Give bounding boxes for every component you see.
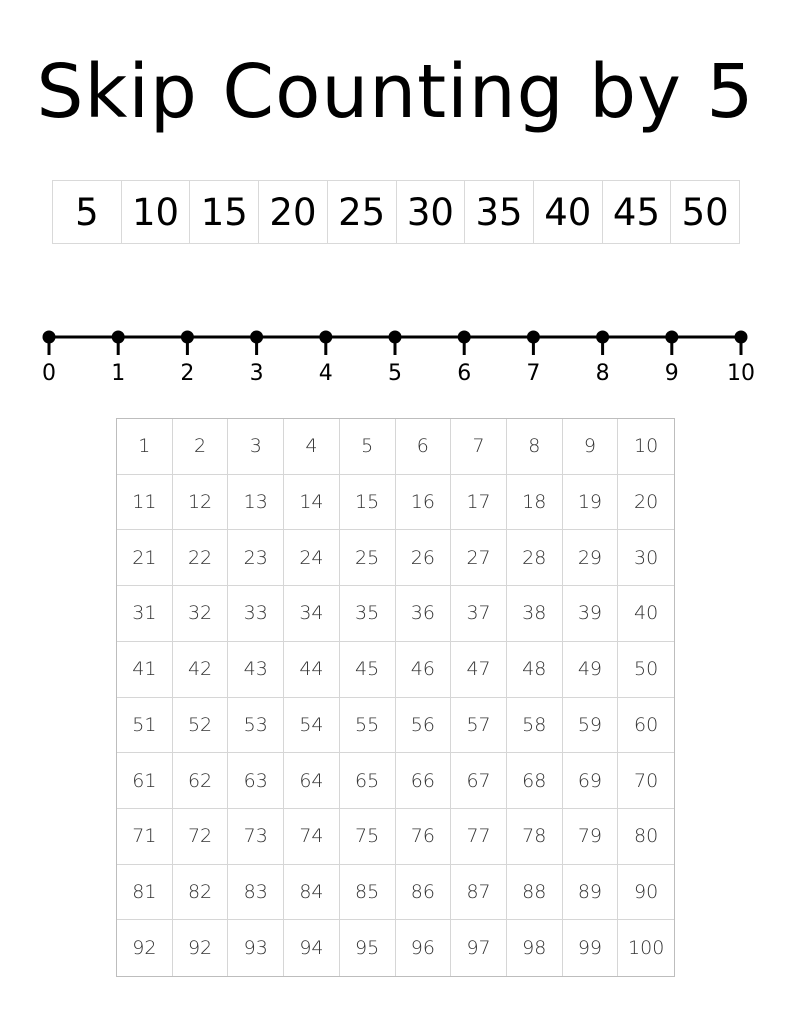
hundreds-chart-cell: 23 <box>228 530 284 586</box>
number-line-point <box>319 331 332 344</box>
hundreds-chart-cell: 73 <box>228 809 284 865</box>
hundreds-chart-cell: 22 <box>173 530 229 586</box>
hundreds-chart-cell: 9 <box>563 419 619 475</box>
hundreds-chart-cell: 44 <box>284 642 340 698</box>
number-line-point <box>596 331 609 344</box>
number-line-label: 0 <box>42 361 56 386</box>
hundreds-chart-cell: 49 <box>563 642 619 698</box>
hundreds-chart-cell: 72 <box>173 809 229 865</box>
hundreds-chart-cell: 40 <box>618 586 674 642</box>
skip-count-cell: 50 <box>681 190 729 234</box>
hundreds-chart-cell: 90 <box>618 865 674 921</box>
hundreds-chart-cell: 21 <box>117 530 173 586</box>
hundreds-chart-cell: 46 <box>396 642 452 698</box>
skip-count-cell: 5 <box>53 181 122 243</box>
hundreds-chart-cell: 71 <box>117 809 173 865</box>
number-line-point <box>250 331 263 344</box>
hundreds-chart-cell: 93 <box>228 920 284 976</box>
skip-count-cell: 40 <box>534 181 603 243</box>
hundreds-chart-cell: 14 <box>284 475 340 531</box>
hundreds-chart-cell: 61 <box>117 753 173 809</box>
number-line-point <box>665 331 678 344</box>
hundreds-chart-cell: 62 <box>173 753 229 809</box>
hundreds-chart-cell: 2 <box>173 419 229 475</box>
hundreds-chart-cell: 43 <box>228 642 284 698</box>
hundreds-chart-cell: 64 <box>284 753 340 809</box>
number-line-label: 5 <box>388 361 402 386</box>
hundreds-chart-cell: 15 <box>340 475 396 531</box>
number-line-point <box>458 331 471 344</box>
number-line-label: 2 <box>180 361 195 386</box>
hundreds-chart-cell: 97 <box>451 920 507 976</box>
hundreds-chart-cell: 66 <box>396 753 452 809</box>
hundreds-chart-cell: 6 <box>396 419 452 475</box>
number-line-label: 3 <box>249 361 264 386</box>
hundreds-chart-cell: 81 <box>117 865 173 921</box>
skip-count-cell: 25 <box>328 181 397 243</box>
hundreds-chart-cell: 4 <box>284 419 340 475</box>
hundreds-chart-cell: 59 <box>563 698 619 754</box>
hundreds-chart-cell: 92 <box>173 920 229 976</box>
hundreds-chart-cell: 76 <box>396 809 452 865</box>
hundreds-chart-cell: 38 <box>507 586 563 642</box>
number-line-point <box>181 331 194 344</box>
hundreds-chart-cell: 87 <box>451 865 507 921</box>
number-line-point <box>389 331 402 344</box>
hundreds-chart-cell: 82 <box>173 865 229 921</box>
hundreds-chart-cell: 60 <box>618 698 674 754</box>
number-line-label: 7 <box>526 361 541 386</box>
page-title: Skip Counting by 5 <box>36 49 755 135</box>
hundreds-chart-cell: 12 <box>173 475 229 531</box>
number-line-point <box>527 331 540 344</box>
hundreds-chart-cell: 83 <box>228 865 284 921</box>
hundreds-chart-cell: 18 <box>507 475 563 531</box>
number-line-label: 1 <box>111 361 126 386</box>
hundreds-chart-cell: 48 <box>507 642 563 698</box>
hundreds-chart-cell: 57 <box>451 698 507 754</box>
hundreds-chart-cell: 26 <box>396 530 452 586</box>
hundreds-chart-cell: 45 <box>340 642 396 698</box>
number-line-point <box>43 331 56 344</box>
number-line-point <box>112 331 125 344</box>
hundreds-chart-cell: 77 <box>451 809 507 865</box>
hundreds-chart-cell: 98 <box>507 920 563 976</box>
skip-count-cell: 10 <box>122 181 191 243</box>
hundreds-chart-cell: 32 <box>173 586 229 642</box>
number-line-label: 4 <box>318 361 333 386</box>
hundreds-chart-cell: 11 <box>117 475 173 531</box>
skip-count-cell: 30 <box>397 181 466 243</box>
hundreds-chart-cell: 92 <box>117 920 173 976</box>
number-line-label: 9 <box>664 361 679 386</box>
hundreds-chart-cell: 56 <box>396 698 452 754</box>
hundreds-chart <box>116 418 675 977</box>
skip-count-strip <box>52 180 740 244</box>
hundreds-chart-cell: 20 <box>618 475 674 531</box>
skip-count-cell: 45 <box>603 181 672 243</box>
hundreds-chart-cell: 95 <box>340 920 396 976</box>
hundreds-chart-cell: 86 <box>396 865 452 921</box>
hundreds-chart-cell: 42 <box>173 642 229 698</box>
hundreds-chart-cell: 96 <box>396 920 452 976</box>
hundreds-chart-cell: 31 <box>117 586 173 642</box>
hundreds-chart-cell: 5 <box>340 419 396 475</box>
hundreds-chart-cell: 99 <box>563 920 619 976</box>
hundreds-chart-cell: 8 <box>507 419 563 475</box>
hundreds-chart-cell: 34 <box>284 586 340 642</box>
skip-count-cell: 15 <box>190 181 259 243</box>
hundreds-chart-cell: 28 <box>507 530 563 586</box>
hundreds-chart-cell: 88 <box>507 865 563 921</box>
number-line <box>0 300 791 390</box>
hundreds-chart-cell: 30 <box>618 530 674 586</box>
hundreds-chart-cell: 47 <box>451 642 507 698</box>
hundreds-chart-cell: 63 <box>228 753 284 809</box>
number-line-point <box>735 331 748 344</box>
hundreds-chart-cell: 74 <box>284 809 340 865</box>
hundreds-chart-cell: 94 <box>284 920 340 976</box>
hundreds-chart-cell: 17 <box>451 475 507 531</box>
hundreds-chart-cell: 68 <box>507 753 563 809</box>
hundreds-chart-cell: 10 <box>618 419 674 475</box>
hundreds-chart-cell: 13 <box>228 475 284 531</box>
hundreds-chart-cell: 75 <box>340 809 396 865</box>
hundreds-chart-cell: 79 <box>563 809 619 865</box>
hundreds-chart-cell: 24 <box>284 530 340 586</box>
hundreds-chart-cell: 84 <box>284 865 340 921</box>
hundreds-chart-cell: 54 <box>284 698 340 754</box>
hundreds-chart-cell: 29 <box>563 530 619 586</box>
hundreds-chart-cell: 55 <box>340 698 396 754</box>
hundreds-chart-cell: 70 <box>618 753 674 809</box>
hundreds-chart-cell: 52 <box>173 698 229 754</box>
hundreds-chart-cell: 16 <box>396 475 452 531</box>
number-line-label: 6 <box>457 361 472 386</box>
hundreds-chart-cell: 33 <box>228 586 284 642</box>
hundreds-chart-cell: 19 <box>563 475 619 531</box>
hundreds-chart-cell: 80 <box>618 809 674 865</box>
hundreds-chart-cell: 78 <box>507 809 563 865</box>
hundreds-chart-cell: 100 <box>628 937 665 960</box>
hundreds-chart-cell: 27 <box>451 530 507 586</box>
hundreds-chart-cell: 36 <box>396 586 452 642</box>
number-line-label: 10 <box>727 361 755 386</box>
hundreds-chart-cell: 3 <box>228 419 284 475</box>
hundreds-chart-cell: 25 <box>340 530 396 586</box>
hundreds-chart-cell: 65 <box>340 753 396 809</box>
hundreds-chart-cell: 89 <box>563 865 619 921</box>
hundreds-chart-cell: 53 <box>228 698 284 754</box>
hundreds-chart-cell: 37 <box>451 586 507 642</box>
skip-count-cell: 20 <box>259 181 328 243</box>
skip-count-cell: 35 <box>465 181 534 243</box>
hundreds-chart-cell: 67 <box>451 753 507 809</box>
hundreds-chart-cell: 50 <box>618 642 674 698</box>
hundreds-chart-cell: 41 <box>117 642 173 698</box>
hundreds-chart-cell: 58 <box>507 698 563 754</box>
hundreds-chart-cell: 39 <box>563 586 619 642</box>
hundreds-chart-cell: 35 <box>340 586 396 642</box>
hundreds-chart-cell: 85 <box>340 865 396 921</box>
hundreds-chart-cell: 1 <box>117 419 173 475</box>
hundreds-chart-cell: 7 <box>451 419 507 475</box>
number-line-label: 8 <box>595 361 610 386</box>
hundreds-chart-cell: 69 <box>563 753 619 809</box>
hundreds-chart-cell: 51 <box>117 698 173 754</box>
